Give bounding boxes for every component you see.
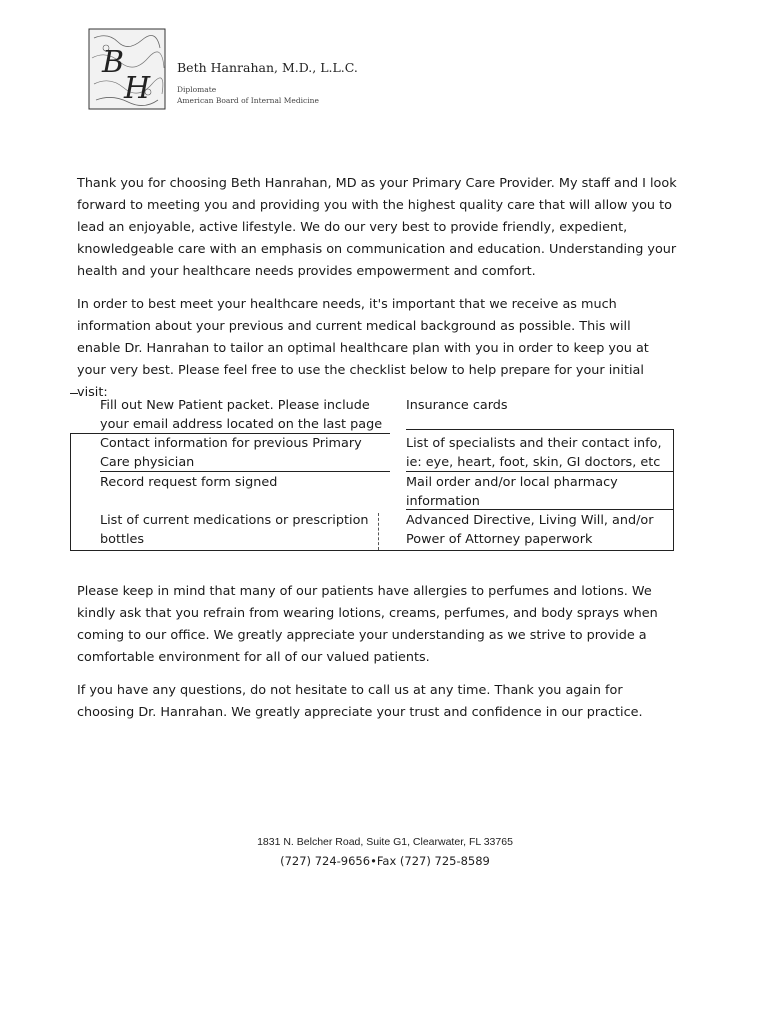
footer-address: 1831 N. Belcher Road, Suite G1, Clearwater, FL 33765 — [257, 836, 513, 848]
rule-divider — [70, 393, 78, 394]
checklist-item: Advanced Directive, Living Will, and/or Power of Attorney paperwork — [406, 513, 654, 547]
practice-name: Beth Hanrahan, M.D., L.L.C. — [177, 60, 358, 75]
closing-paragraph: If you have any questions, do not hesitate to call us at any time. Thank you again for choosing Dr. Hanrahan. We greatly appreciate your trust and confidence in our practice. — [77, 683, 643, 720]
checklist-item: Fill out New Patient packet. Please include your email address located on the last page — [100, 398, 383, 432]
background-paragraph: In order to best meet your healthcare needs, it's important that we receive as much information about your previous and current medical background as possible. This will enable Dr. Hanrahan to tailor an optimal healthcare plan with you in order to keep you at your very best. Please feel free to use the checklist below to help prepare for your initial visit: — [77, 297, 649, 400]
checklist-item: Record request form signed — [100, 475, 278, 490]
table-left-border — [70, 433, 71, 550]
intro-paragraph: Thank you for choosing Beth Hanrahan, MD as your Primary Care Provider. My staff and I look forward to meeting you and providing you with the highest quality care that will allow you to lead an enjoyable, active lifestyle. We do our very best to provide friendly, expedient, knowledgeable care with an emphasis on communication and education. Understanding your health and your healthcare needs provides empowerment and comfort. — [77, 176, 677, 279]
letterhead — [88, 28, 388, 112]
checklist-item: Mail order and/or local pharmacy information — [406, 475, 618, 509]
checklist-item: List of current medications or prescription bottles — [100, 513, 369, 547]
svg-text:B: B — [102, 45, 125, 80]
diplomate-label: Diplomate — [177, 85, 217, 94]
practice-logo — [88, 28, 166, 110]
svg-text:H: H — [124, 71, 151, 106]
footer-phone: (727) 724-9656•Fax (727) 725-8589 — [280, 854, 490, 868]
checklist-table — [70, 393, 674, 551]
board-label: American Board of Internal Medicine — [177, 96, 319, 105]
checklist-item: List of specialists and their contact info, ie: eye, heart, foot, skin, GI doctors, etc — [406, 436, 662, 470]
checklist-item: Insurance cards — [406, 398, 508, 413]
allergy-paragraph: Please keep in mind that many of our patients have allergies to perfumes and lotions. We kindly ask that you refrain from wearing lotions, creams, perfumes, and body sprays when coming to our office. We greatly appreciate your understanding as we strive to provide a comfortable environment for all of our valued patients. — [77, 584, 658, 665]
checklist-item: Contact information for previous Primary Care physician — [100, 436, 362, 470]
rule-divider — [406, 429, 674, 430]
